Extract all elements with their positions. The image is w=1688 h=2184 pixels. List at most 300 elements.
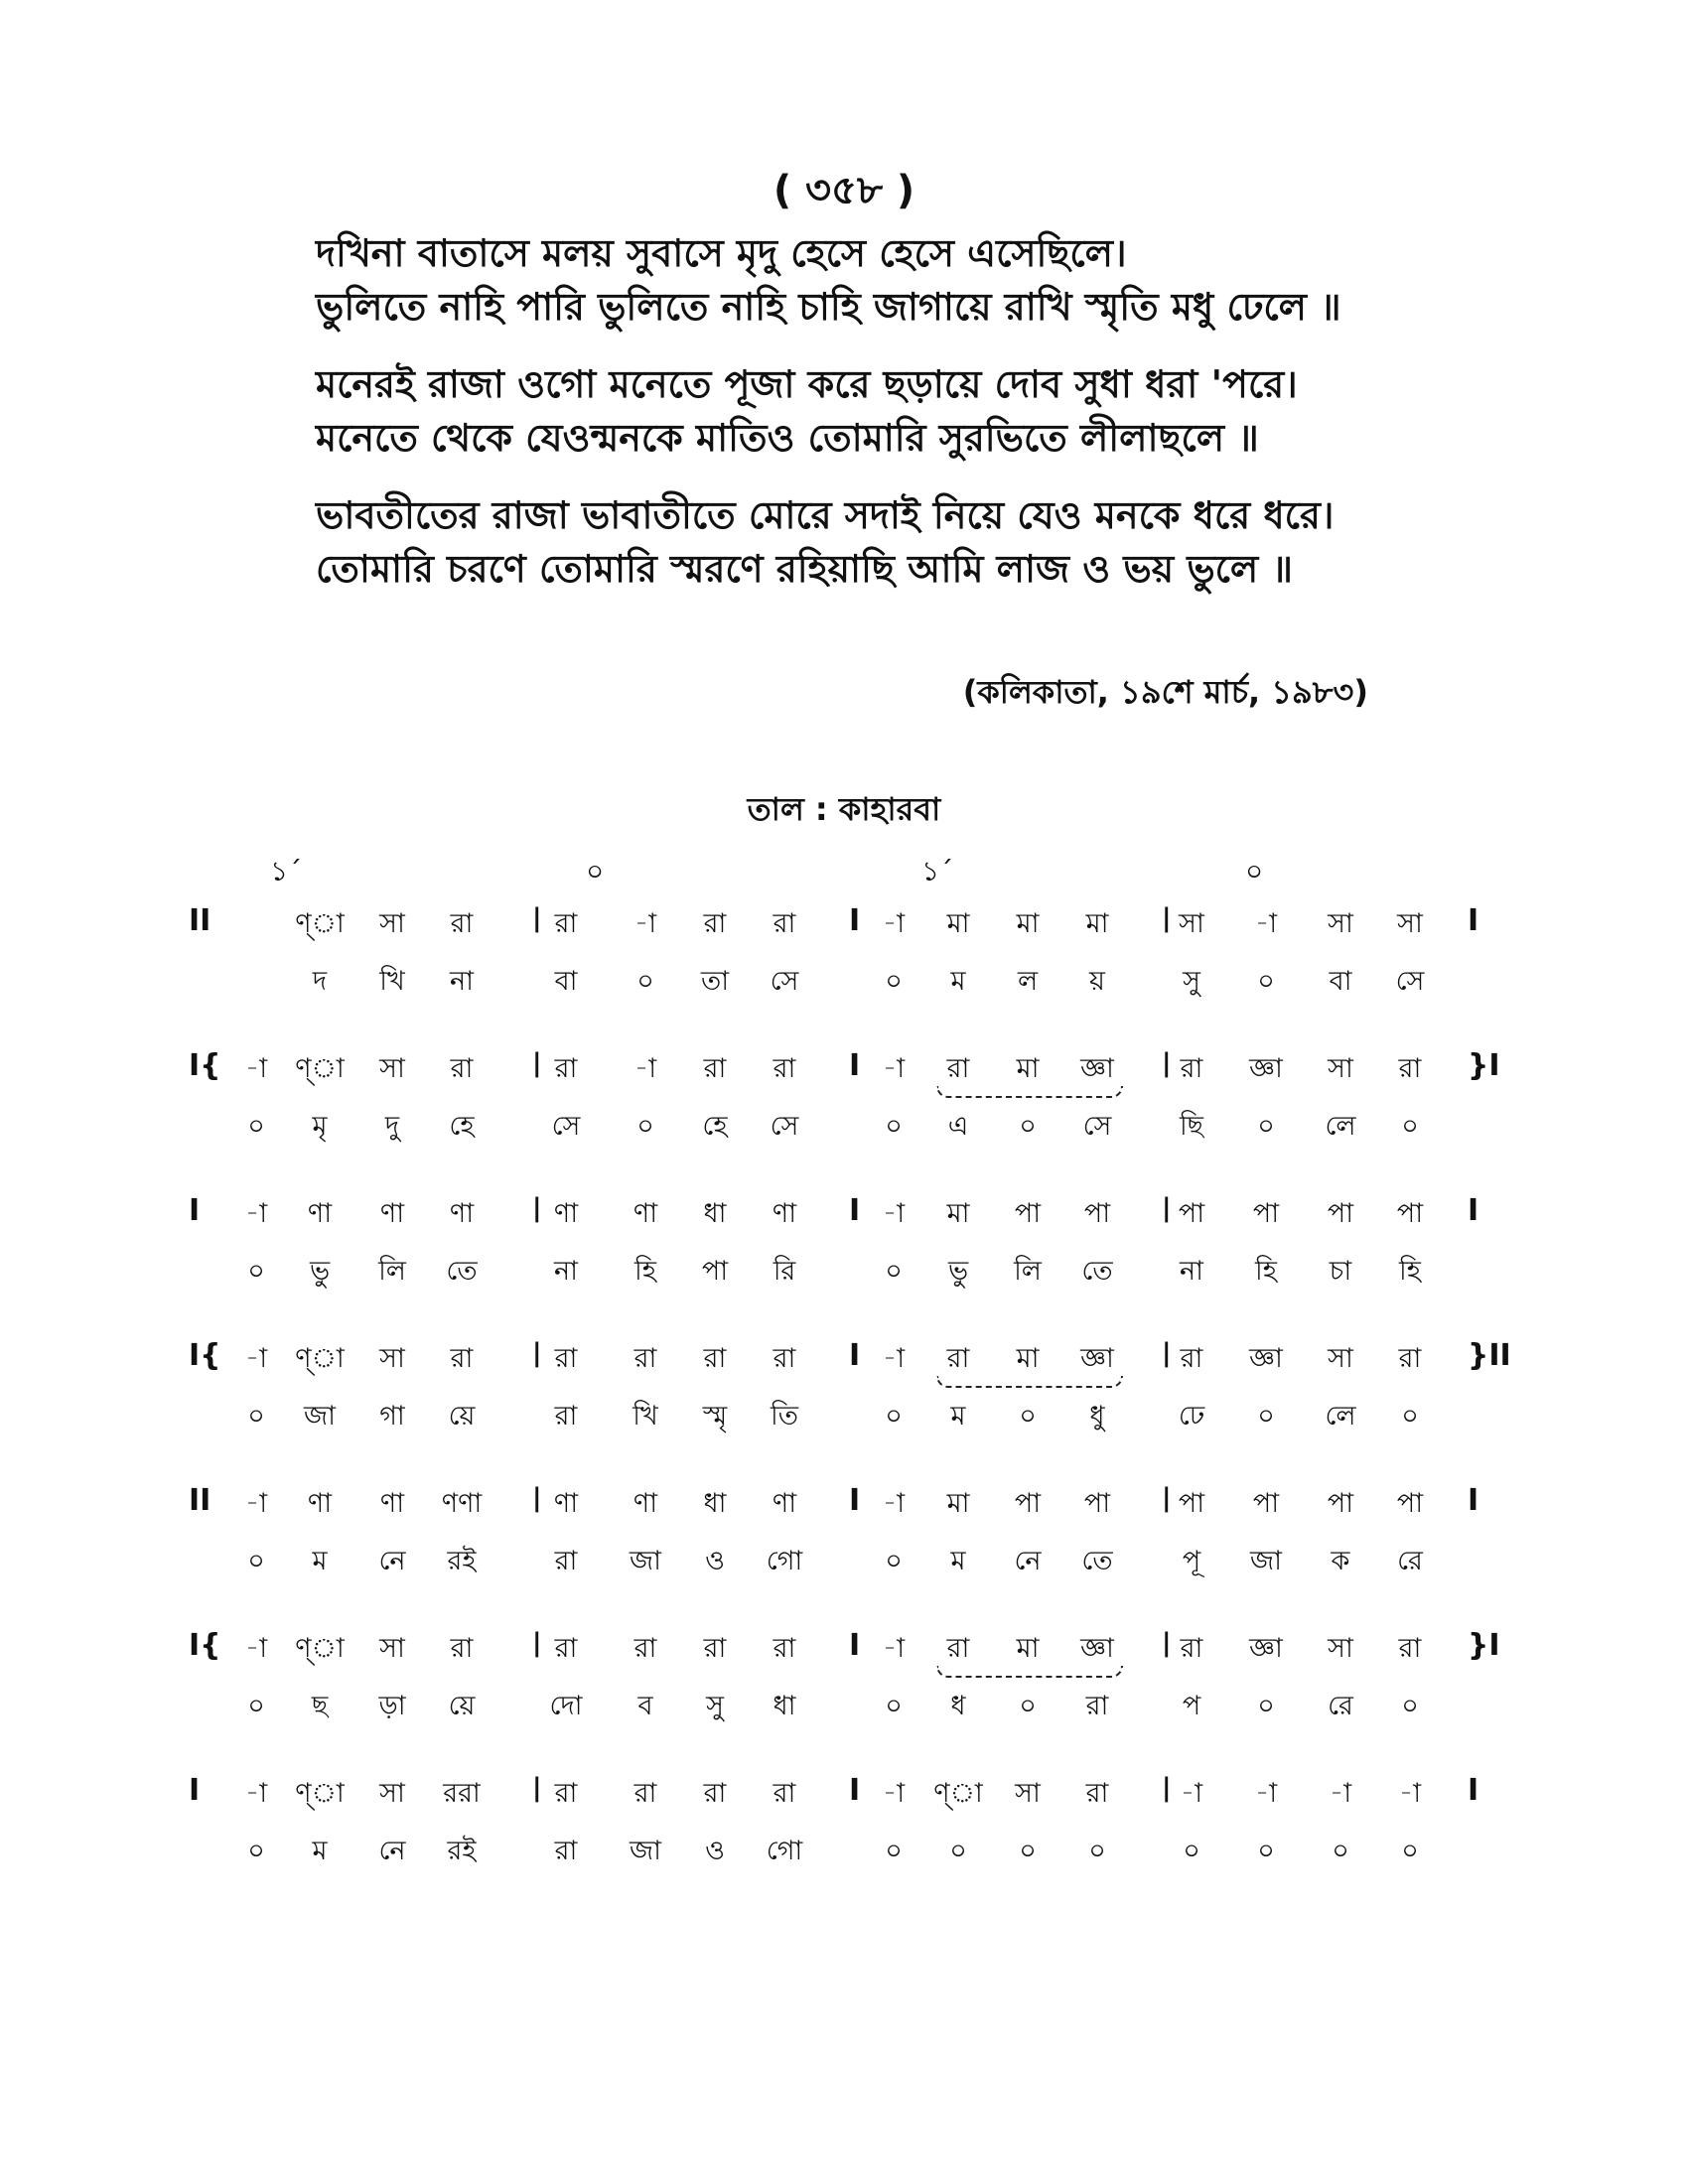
- bani-cell: সে: [770, 966, 799, 997]
- lyric-line: তোমারি চরণে তোমারি স্মরণে রহিয়াছি আমি লাজ ও ভয় ভুলে ॥: [316, 547, 1293, 591]
- swara-cell: জ্ঞা: [1080, 1343, 1114, 1374]
- section-end-mark: }II: [1468, 1338, 1511, 1373]
- bani-cell: ০: [247, 1256, 265, 1287]
- bani-cell: ছি: [1179, 1111, 1204, 1142]
- swara-cell: রা: [773, 1053, 796, 1084]
- notation-block: [0, 1193, 1688, 1338]
- swara-cell: সা: [1397, 908, 1423, 939]
- bani-cell: ০: [247, 1546, 265, 1576]
- bani-cell: ০: [1257, 1836, 1275, 1866]
- swara-cell: রা: [554, 1053, 578, 1084]
- section-end-mark: I: [1468, 1773, 1479, 1808]
- bani-cell: ০: [1019, 1836, 1037, 1866]
- half-bar: I: [849, 1338, 861, 1373]
- swara-cell: সা: [379, 1343, 405, 1374]
- swara-cell: রা: [1398, 1053, 1422, 1084]
- swara-cell: রা: [773, 1633, 796, 1664]
- bani-cell: ধা: [773, 1691, 796, 1721]
- lyrics: [316, 226, 1428, 619]
- swara-cell: রা: [1180, 1633, 1203, 1664]
- bani-cell: সু: [1183, 966, 1200, 997]
- bani-cell: ও: [705, 1546, 725, 1576]
- bani-cell: ০: [636, 1111, 654, 1142]
- beat-mark: ০: [586, 855, 605, 887]
- swara-cell: রা: [633, 1343, 657, 1374]
- bani-cell: দ: [312, 966, 328, 997]
- bani-cell: গা: [379, 1401, 405, 1432]
- bani-cell: রই: [447, 1546, 477, 1576]
- bani-row: [0, 1251, 1688, 1295]
- bani-cell: ০: [1401, 1401, 1419, 1432]
- swara-cell: -া: [882, 1053, 906, 1084]
- bani-cell: সু: [706, 1691, 724, 1721]
- section-end-mark: }I: [1468, 1048, 1500, 1083]
- section-start-mark: I: [189, 1773, 201, 1808]
- beat-bar: |: [1162, 1773, 1172, 1803]
- section-start-mark: I: [189, 1193, 201, 1228]
- swara-cell: -া: [882, 1778, 906, 1809]
- section-start-mark: II: [189, 1483, 211, 1518]
- bani-cell: সে: [1395, 966, 1425, 997]
- beat-bar: |: [532, 1483, 542, 1513]
- swara-cell: ণা: [633, 1198, 658, 1229]
- swara-cell: মা: [1085, 908, 1109, 939]
- bani-cell: হি: [1399, 1256, 1421, 1287]
- bani-cell: খি: [633, 1401, 658, 1432]
- swara-cell: সা: [1015, 1778, 1041, 1809]
- bani-cell: জা: [1250, 1546, 1282, 1576]
- swara-cell: সা: [379, 1778, 405, 1809]
- swara-cell: -া: [1254, 1778, 1278, 1809]
- bani-cell: গো: [766, 1836, 803, 1866]
- swara-cell: রা: [1085, 1778, 1109, 1809]
- bani-cell: ভু: [947, 1256, 969, 1287]
- bani-cell: নে: [378, 1836, 406, 1866]
- swara-cell: -া: [1398, 1778, 1422, 1809]
- bani-cell: ০: [949, 1836, 967, 1866]
- swara-cell: রা: [450, 1053, 474, 1084]
- swara-cell: ণণা: [441, 1488, 483, 1519]
- swara-cell: পা: [1014, 1198, 1042, 1229]
- bani-cell: ০: [885, 1836, 903, 1866]
- bani-cell: ০: [1019, 1401, 1037, 1432]
- bani-cell: য়ে: [448, 1691, 476, 1721]
- swara-row: [0, 1338, 1688, 1382]
- bani-cell: রা: [554, 1401, 578, 1432]
- bani-cell: ০: [1401, 1836, 1419, 1866]
- swara-cell: পা: [1396, 1488, 1424, 1519]
- swara-cell: মা: [1016, 1343, 1040, 1374]
- beat-bar: |: [532, 1628, 542, 1658]
- swara-cell: জ্ঞা: [1249, 1633, 1283, 1664]
- bani-cell: লি: [378, 1256, 406, 1287]
- swara-cell: -া: [244, 1198, 268, 1229]
- swara-cell: -া: [633, 1053, 657, 1084]
- lyric-line: দখিনা বাতাসে মলয় সুবাসে মৃদু হেসে হেসে এসেছিলে।: [316, 231, 1127, 275]
- bani-cell: এ: [947, 1111, 969, 1142]
- bani-cell: ০: [885, 966, 903, 997]
- swara-cell: জ্ঞা: [1080, 1633, 1114, 1664]
- swara-cell: ধা: [703, 1488, 727, 1519]
- bani-cell: ম: [950, 1401, 966, 1432]
- stanza: [316, 226, 1428, 334]
- swara-cell: রা: [554, 1343, 578, 1374]
- swara-cell: ণ্া: [295, 1343, 345, 1374]
- notation-block: [0, 1773, 1688, 1918]
- bani-cell: লে: [1325, 1111, 1356, 1142]
- swara-cell: রা: [1398, 1343, 1422, 1374]
- notation-block: [0, 1628, 1688, 1773]
- swara-cell: পা: [1327, 1198, 1354, 1229]
- swara-cell: পা: [1014, 1488, 1042, 1519]
- swara-cell: রা: [703, 1633, 727, 1664]
- bani-cell: রই: [447, 1836, 477, 1866]
- bani-cell: খি: [379, 966, 405, 997]
- swara-cell: -া: [882, 1633, 906, 1664]
- swara-cell: -া: [244, 1633, 268, 1664]
- lyric-line: মনেরই রাজা ওগো মনেতে পূজা করে ছড়ায়ে দোব সুধা ধরা 'পরে।: [316, 362, 1298, 406]
- swara-cell: সা: [379, 908, 405, 939]
- swara-cell: সা: [1328, 1343, 1353, 1374]
- bani-cell: ০: [885, 1111, 903, 1142]
- bani-cell: ০: [1332, 1836, 1349, 1866]
- bani-cell: লে: [1325, 1401, 1356, 1432]
- bani-cell: না: [554, 1256, 578, 1287]
- swara-cell: রা: [703, 908, 727, 939]
- bani-cell: রা: [1085, 1691, 1109, 1721]
- swara-cell: সা: [1328, 1053, 1353, 1084]
- bani-cell: জা: [630, 1546, 661, 1576]
- swara-cell: পা: [1083, 1488, 1111, 1519]
- swara-cell: পা: [1252, 1488, 1280, 1519]
- swara-cell: রা: [1180, 1053, 1203, 1084]
- bani-cell: ০: [247, 1111, 265, 1142]
- bani-cell: প: [1182, 1691, 1201, 1721]
- meend-arc: [936, 1666, 1123, 1678]
- bani-cell: তি: [771, 1401, 798, 1432]
- bani-cell: ০: [885, 1691, 903, 1721]
- section-end-mark: }I: [1468, 1628, 1500, 1663]
- dateline: (কলিকাতা, ১৯শে মার্চ, ১৯৮৩): [962, 673, 1368, 711]
- bani-cell: তে: [1081, 1256, 1113, 1287]
- bani-cell: ০: [247, 1691, 265, 1721]
- bani-row: [0, 1106, 1688, 1150]
- swara-cell: -া: [882, 908, 906, 939]
- swara-cell: রা: [554, 908, 578, 939]
- swara-cell: পা: [1178, 1488, 1205, 1519]
- beat-bar: |: [532, 1048, 542, 1078]
- swara-cell: মা: [1016, 1053, 1040, 1084]
- lyric-line: ভুলিতে নাহি পারি ভুলিতে নাহি চাহি জাগায়ে রাখি স্মৃতি মধু ঢেলে ॥: [316, 285, 1341, 329]
- swara-cell: -া: [633, 908, 657, 939]
- swara-cell: মা: [946, 908, 970, 939]
- swara-row: [0, 1628, 1688, 1672]
- bani-cell: চা: [1329, 1256, 1352, 1287]
- bani-cell: পূ: [1182, 1546, 1201, 1576]
- swara-cell: সা: [1179, 908, 1204, 939]
- swara-cell: রা: [773, 1778, 796, 1809]
- bani-cell: জা: [304, 1401, 336, 1432]
- swara-cell: পা: [1396, 1198, 1424, 1229]
- bani-cell: ০: [1257, 1111, 1275, 1142]
- bani-cell: ব: [637, 1691, 653, 1721]
- bani-cell: য়: [1089, 966, 1105, 997]
- swara-row: [0, 1483, 1688, 1527]
- bani-cell: ও: [705, 1836, 725, 1866]
- bani-cell: রে: [1328, 1691, 1353, 1721]
- bani-cell: তে: [446, 1256, 478, 1287]
- bani-cell: ক: [1331, 1546, 1350, 1576]
- bani-cell: হে: [702, 1111, 728, 1142]
- bani-cell: ০: [247, 1836, 265, 1866]
- swara-cell: ণা: [772, 1198, 797, 1229]
- bani-cell: ০: [1183, 1836, 1200, 1866]
- bani-cell: ম: [950, 1546, 966, 1576]
- page-number: ( ৩৫৮ ): [773, 168, 915, 213]
- swara-cell: ণ্া: [933, 1778, 983, 1809]
- bani-cell: নে: [1014, 1546, 1042, 1576]
- bani-cell: ভু: [309, 1256, 331, 1287]
- bani-cell: ম: [312, 1836, 328, 1866]
- bani-cell: দু: [384, 1111, 400, 1142]
- tala-heading: তাল : কাহারবা: [747, 790, 941, 828]
- swara-cell: রা: [633, 1633, 657, 1664]
- half-bar: I: [849, 1628, 861, 1663]
- bani-row: [0, 1541, 1688, 1584]
- swara-cell: রা: [450, 1343, 474, 1374]
- swara-cell: মা: [946, 1198, 970, 1229]
- bani-cell: ম: [950, 966, 966, 997]
- beat-bar: |: [1162, 1628, 1172, 1658]
- bani-cell: স্মৃ: [702, 1401, 728, 1432]
- swara-cell: রা: [1398, 1633, 1422, 1664]
- bani-cell: ঢে: [1178, 1401, 1205, 1432]
- section-end-mark: I: [1468, 903, 1479, 938]
- bani-cell: ০: [1088, 1836, 1106, 1866]
- beat-bar: |: [1162, 1048, 1172, 1078]
- bani-cell: ০: [1019, 1111, 1037, 1142]
- stanza: [316, 357, 1428, 465]
- swara-cell: রা: [946, 1633, 970, 1664]
- bani-cell: নে: [378, 1546, 406, 1576]
- swara-cell: রা: [773, 908, 796, 939]
- notation-block: [0, 1483, 1688, 1628]
- swara-cell: -া: [882, 1198, 906, 1229]
- bani-cell: লি: [1014, 1256, 1042, 1287]
- bani-cell: ল: [1017, 966, 1039, 997]
- bani-cell: না: [1180, 1256, 1203, 1287]
- bani-cell: ছ: [311, 1691, 329, 1721]
- swara-cell: রা: [450, 1633, 474, 1664]
- meend-arc: [936, 1376, 1123, 1388]
- half-bar: I: [849, 1193, 861, 1228]
- swara-cell: পা: [1178, 1198, 1205, 1229]
- bani-cell: ধু: [1089, 1401, 1105, 1432]
- swara-cell: সা: [379, 1633, 405, 1664]
- swara-cell: ণ্া: [295, 1778, 345, 1809]
- half-bar: I: [849, 1048, 861, 1083]
- swara-cell: রা: [773, 1343, 796, 1374]
- bani-cell: মৃ: [312, 1111, 328, 1142]
- swara-cell: -া: [882, 1343, 906, 1374]
- bani-cell: দো: [549, 1691, 583, 1721]
- bani-row: [0, 1396, 1688, 1439]
- swara-cell: ণা: [307, 1488, 333, 1519]
- bani-cell: রা: [554, 1836, 578, 1866]
- swara-cell: -া: [244, 1053, 268, 1084]
- swara-cell: মা: [1016, 1633, 1040, 1664]
- notation-block: [0, 1338, 1688, 1483]
- swara-cell: -া: [1180, 1778, 1203, 1809]
- notation-block: [0, 1048, 1688, 1193]
- beat-bar: |: [532, 1338, 542, 1368]
- half-bar: I: [849, 903, 861, 938]
- swara-cell: রা: [946, 1343, 970, 1374]
- bani-cell: গো: [766, 1546, 803, 1576]
- swara-cell: -া: [1329, 1778, 1352, 1809]
- bani-cell: ০: [1257, 966, 1275, 997]
- section-start-mark: I{: [189, 1048, 221, 1083]
- swara-cell: রা: [554, 1633, 578, 1664]
- lyric-line: মনেতে থেকে যেওন্মনকে মাতিও তোমারি সুরভিতে লীলাছলে ॥: [316, 416, 1259, 460]
- swara-cell: ণা: [449, 1198, 475, 1229]
- bani-cell: বা: [1329, 966, 1352, 997]
- swara-cell: জ্ঞা: [1249, 1053, 1283, 1084]
- swara-cell: ণ্া: [295, 1633, 345, 1664]
- swara-cell: মা: [946, 1488, 970, 1519]
- bani-cell: তা: [700, 966, 730, 997]
- swara-cell: রা: [703, 1343, 727, 1374]
- beat-bar: |: [1162, 1338, 1172, 1368]
- bani-cell: ০: [1257, 1691, 1275, 1721]
- bani-cell: ০: [1019, 1691, 1037, 1721]
- swara-row: [0, 903, 1688, 947]
- bani-cell: না: [450, 966, 474, 997]
- swara-cell: রা: [703, 1778, 727, 1809]
- bani-cell: ০: [1401, 1691, 1419, 1721]
- section-end-mark: I: [1468, 1193, 1479, 1228]
- beat-bar: |: [532, 903, 542, 933]
- bani-cell: সে: [770, 1111, 799, 1142]
- beat-mark: ১´: [270, 855, 303, 887]
- swara-cell: -া: [244, 1488, 268, 1519]
- bani-cell: রে: [1397, 1546, 1423, 1576]
- stanza: [316, 488, 1428, 596]
- swara-cell: ণা: [772, 1488, 797, 1519]
- bani-cell: হে: [449, 1111, 475, 1142]
- bani-cell: ০: [885, 1401, 903, 1432]
- swara-cell: ণা: [379, 1488, 405, 1519]
- swara-cell: ণ্া: [295, 908, 345, 939]
- swara-cell: জ্ঞা: [1080, 1053, 1114, 1084]
- notation-table: [0, 903, 1688, 1918]
- swara-cell: রা: [450, 908, 474, 939]
- swara-cell: জ্ঞা: [1249, 1343, 1283, 1374]
- swara-cell: ণা: [553, 1198, 579, 1229]
- bani-row: [0, 961, 1688, 1005]
- beat-mark: ০: [1245, 855, 1264, 887]
- swara-cell: ণা: [633, 1488, 658, 1519]
- swara-cell: -া: [244, 1343, 268, 1374]
- beat-bar: |: [1162, 1193, 1172, 1223]
- swara-cell: সা: [1328, 1633, 1353, 1664]
- swara-cell: সা: [379, 1053, 405, 1084]
- lyric-line: ভাবতীতের রাজা ভাবাতীতে মোরে সদাই নিয়ে যেও মনকে ধরে ধরে।: [316, 493, 1335, 537]
- section-end-mark: I: [1468, 1483, 1479, 1518]
- bani-cell: ড়া: [378, 1691, 406, 1721]
- swara-cell: ধা: [703, 1198, 727, 1229]
- bani-cell: ০: [636, 966, 654, 997]
- swara-row: [0, 1193, 1688, 1237]
- beat-bar: |: [1162, 903, 1172, 933]
- bani-cell: সে: [551, 1111, 581, 1142]
- swara-cell: -া: [1254, 908, 1278, 939]
- half-bar: I: [849, 1483, 861, 1518]
- swara-cell: ণ্া: [295, 1053, 345, 1084]
- beat-mark: ১´: [921, 855, 954, 887]
- section-start-mark: I{: [189, 1628, 221, 1663]
- swara-row: [0, 1048, 1688, 1092]
- bani-cell: হি: [634, 1256, 656, 1287]
- bani-cell: জা: [630, 1836, 661, 1866]
- meend-arc: [936, 1086, 1123, 1098]
- notation-block: [0, 903, 1688, 1048]
- swara-cell: রা: [946, 1053, 970, 1084]
- swara-cell: ণা: [307, 1198, 333, 1229]
- bani-cell: তে: [1081, 1546, 1113, 1576]
- swara-cell: পা: [1083, 1198, 1111, 1229]
- bani-cell: ০: [1257, 1401, 1275, 1432]
- bani-cell: ০: [885, 1546, 903, 1576]
- swara-cell: -া: [882, 1488, 906, 1519]
- beat-bar: |: [1162, 1483, 1172, 1513]
- bani-cell: ০: [885, 1256, 903, 1287]
- bani-cell: রি: [773, 1256, 796, 1287]
- swara-cell: রা: [1180, 1343, 1203, 1374]
- bani-cell: ০: [247, 1401, 265, 1432]
- bani-cell: রা: [554, 1546, 578, 1576]
- bani-cell: সে: [1082, 1111, 1112, 1142]
- swara-cell: ণা: [379, 1198, 405, 1229]
- swara-cell: সা: [1328, 908, 1353, 939]
- bani-cell: ০: [1401, 1111, 1419, 1142]
- swara-cell: রা: [703, 1053, 727, 1084]
- section-start-mark: II: [189, 903, 211, 938]
- bani-row: [0, 1686, 1688, 1729]
- bani-row: [0, 1831, 1688, 1874]
- swara-cell: রা: [633, 1778, 657, 1809]
- swara-row: [0, 1773, 1688, 1817]
- bani-cell: বা: [554, 966, 578, 997]
- bani-cell: পা: [701, 1256, 729, 1287]
- bani-cell: য়ে: [448, 1401, 476, 1432]
- beat-marks: [0, 850, 1688, 889]
- half-bar: I: [849, 1773, 861, 1808]
- swara-cell: ররা: [443, 1778, 481, 1809]
- bani-cell: ম: [312, 1546, 328, 1576]
- swara-cell: ণা: [553, 1488, 579, 1519]
- swara-cell: রা: [554, 1778, 578, 1809]
- swara-cell: মা: [1016, 908, 1040, 939]
- bani-cell: ধ: [950, 1691, 966, 1721]
- swara-cell: পা: [1327, 1488, 1354, 1519]
- swara-cell: -া: [244, 1778, 268, 1809]
- beat-bar: |: [532, 1193, 542, 1223]
- bani-cell: হি: [1255, 1256, 1277, 1287]
- section-start-mark: I{: [189, 1338, 221, 1373]
- swara-cell: পা: [1252, 1198, 1280, 1229]
- beat-bar: |: [532, 1773, 542, 1803]
